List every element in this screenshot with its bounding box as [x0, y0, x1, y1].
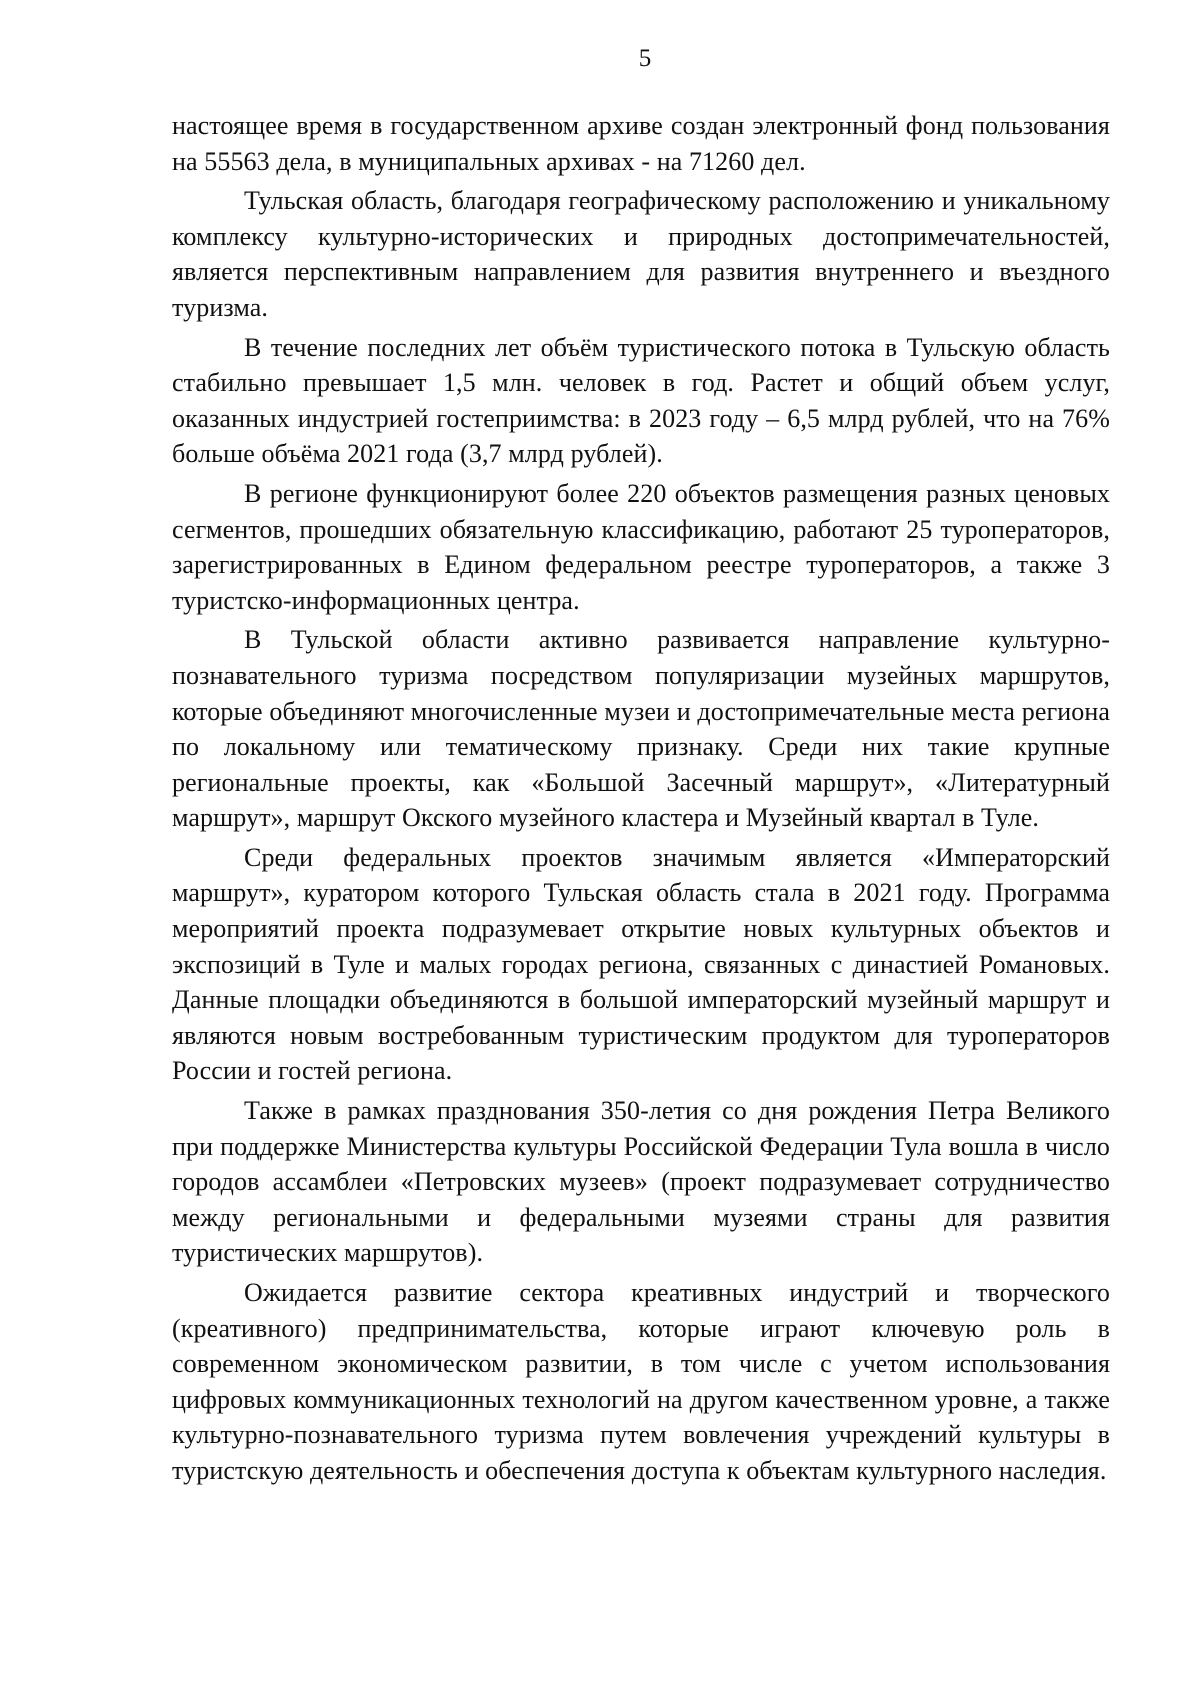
paragraph: В течение последних лет объём туристического потока в Тульскую область стабильно превышает 1,5 млн. человек в год. Растет и общий объем услуг, оказанных индустрией гостеприимства: в 2023 году – 6,5 млрд рублей, что на 76% больше объёма 2021 года (3,7 млрд рублей). [172, 332, 1110, 469]
document-body [172, 108, 1110, 1493]
paragraph: В регионе функционируют более 220 объектов размещения разных ценовых сегментов, прошедших обязательную классификацию, работают 25 туроператоров, зарегистрированных в Едином федеральном реестре туроператоров, а также 3 туристско-информационных центра. [172, 478, 1110, 615]
paragraph: Ожидается развитие сектора креативных индустрий и творческого (креативного) предпринимательства, которые играют ключевую роль в современном экономическом развитии, в том числе с учетом использования цифровых коммуникационных технологий на другом качественном уровне, а также культурно-познавательного туризма путем вовлечения учреждений культуры в туристскую деятельность и обеспечения доступа к объектам культурного наследия. [172, 1278, 1110, 1485]
paragraph: В Тульской области активно развивается направление культурно-познавательного туризма посредством популяризации музейных маршрутов, которые объединяют многочисленные музеи и достопримечательные места региона по локальному или тематическому признаку. Среди них такие крупные региональные проекты, как «Большой Засечный маршрут», «Литературный маршрут», маршрут Окского музейного кластера и Музейный квартал в Туле. [172, 625, 1110, 833]
paragraph: Также в рамках празднования 350-летия со дня рождения Петра Великого при поддержке Министерства культуры Российской Федерации Тула вошла в число городов ассамблеи «Петровских музеев» (проект подразумевает сотрудничество между региональными и федеральными музеями страны для развития туристических маршрутов). [172, 1096, 1110, 1268]
page-number: 5 [638, 45, 652, 72]
paragraph-continuation: настоящее время в государственном архиве создан электронный фонд пользования на 55563 дела, в муниципальных архивах - на 71260 дел. [172, 111, 1110, 176]
paragraph: Тульская область, благодаря географическому расположению и уникальному комплексу культурно-исторических и природных достопримечательностей, является перспективным направлением для развития внутреннего и въездного туризма. [172, 186, 1110, 322]
paragraph: Среди федеральных проектов значимым является «Императорский маршрут», куратором которого Тульская область стала в 2021 году. Программа мероприятий проекта подразумевает открытие новых культурных объектов и экспозиций в Туле и малых городах региона, связанных с династией Романовых. Данные площадки объединяются в большой императорский музейный маршрут и являются новым востребованным туристическим продуктом для туроператоров России и гостей региона. [172, 842, 1110, 1086]
